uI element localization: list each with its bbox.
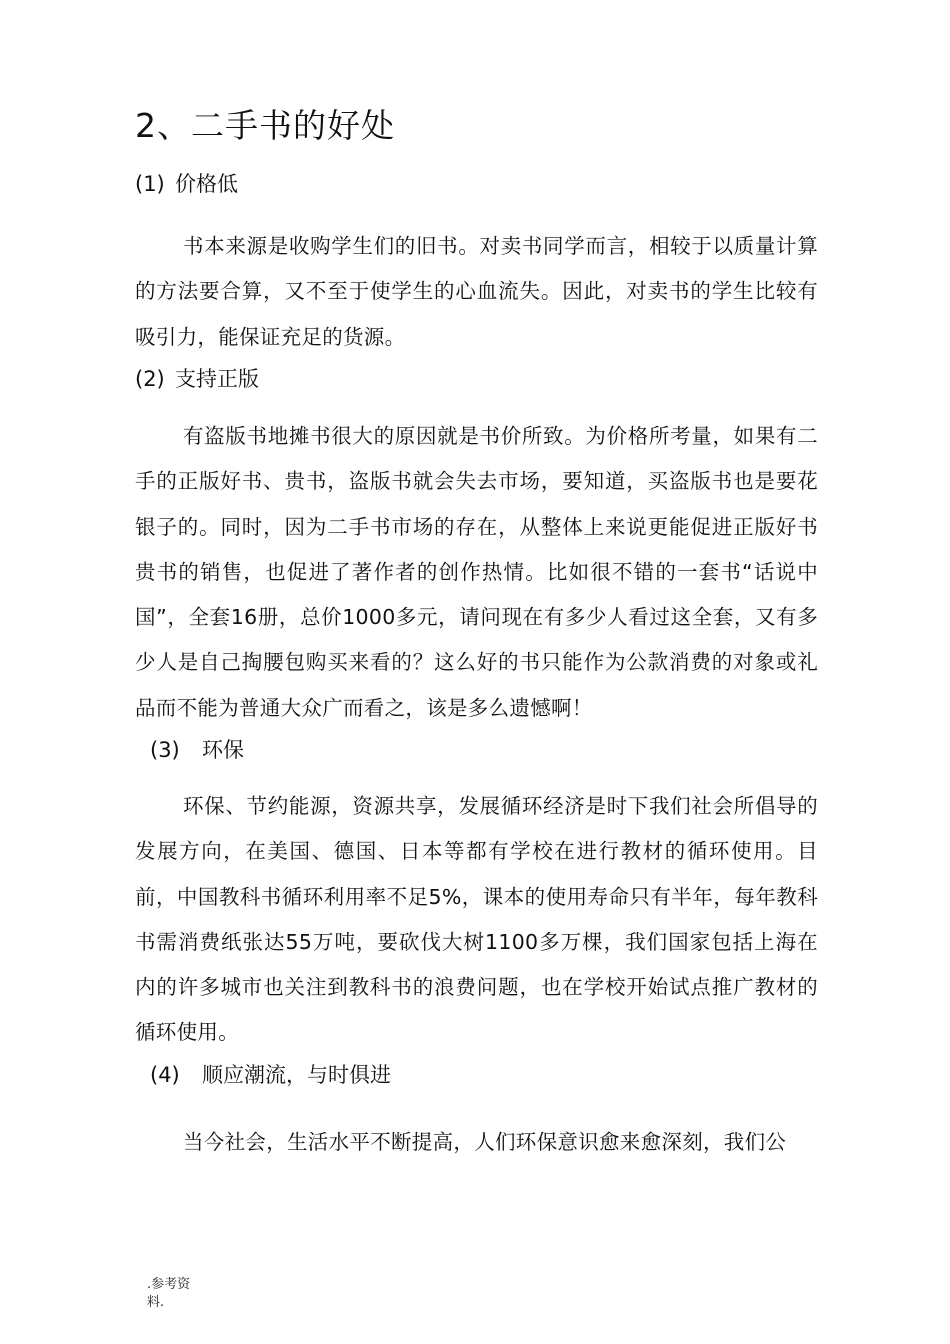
section-title: 2、二手书的好处 [135, 106, 395, 145]
subheading-number: (4) [150, 1063, 180, 1087]
subheading-trend [150, 1060, 391, 1090]
subheading-number: (1) [135, 172, 165, 196]
subheading-text: 环保 [202, 738, 244, 762]
subheading-text: 顺应潮流，与时俱进 [202, 1063, 391, 1087]
subheading-text: 支持正版 [175, 367, 259, 391]
subheading-text: 价格低 [175, 172, 238, 196]
paragraph-price: 书本来源是收购学生们的旧书。对卖书同学而言，相较于以质量计算的方法要合算，又不至于使学生的心血流失。因此，对卖书的学生比较有吸引力，能保证充足的货源。 [135, 234, 818, 349]
paragraph-genuine: 有盗版书地摊书很大的原因就是书价所致。为价格所考量，如果有二手的正版好书、贵书，盗版书就会失去市场，要知道，买盗版书也是要花银子的。同时，因为二手书市场的存在，从整体上来说更能促进正版好书贵书的销售，也促进了著作者的创作热情。比如很不错的一套书“话说中国”，全套16册，总价1000多元，请问现在有多少人看过这全套，又有多少人是自己掏腰包购买来看的？这么好的书只能作为公款消费的对象或礼品而不能为普通大众广而看之，该是多么遗憾啊！ [135, 424, 818, 720]
subheading-price [135, 169, 238, 199]
paragraph-environment: 环保、节约能源，资源共享，发展循环经济是时下我们社会所倡导的发展方向，在美国、德国、日本等都有学校在进行教材的循环使用。目前，中国教科书循环利用率不足5%，课本的使用寿命只有半年，每年教科书需消费纸张达55万吨，要砍伐大树1100多万棵，我们国家包括上海在内的许多城市也关注到教科书的浪费问题，也在学校开始试点推广教材的循环使用。 [135, 794, 818, 1045]
paragraph-trend: 当今社会，生活水平不断提高，人们环保意识愈来愈深刻，我们公 [183, 1130, 787, 1154]
subheading-environment [150, 735, 244, 765]
footer-note: .参考资料. [147, 1277, 191, 1310]
subheading-genuine [135, 364, 259, 394]
subheading-number: (2) [135, 367, 165, 391]
subheading-number: (3) [150, 738, 180, 762]
